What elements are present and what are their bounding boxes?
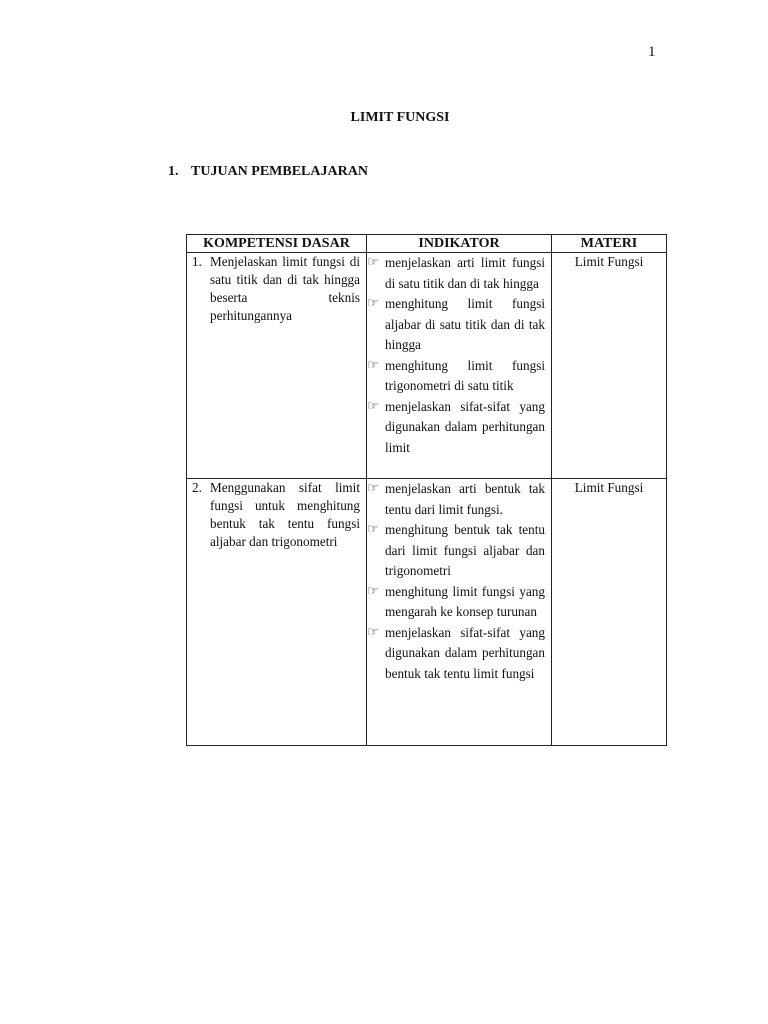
indikator-cell [367, 479, 552, 746]
materi-cell: Limit Fungsi [552, 253, 667, 479]
kompetensi-number: 1. [192, 254, 202, 269]
kompetensi-cell [187, 479, 367, 746]
indikator-cell [367, 253, 552, 479]
section-heading [168, 164, 368, 180]
kompetensi-item [192, 479, 360, 551]
pointing-hand-bullet-icon: ☞ [367, 356, 379, 372]
indikator-item [367, 253, 545, 294]
header-indikator: INDIKATOR [367, 235, 552, 253]
indikator-text: menghitung limit fungsi aljabar di satu titik dan di tak hingga [385, 296, 545, 352]
pointing-hand-bullet-icon: ☞ [367, 521, 379, 536]
indikator-text: menjelaskan sifat-sifat yang digunakan dalam perhitungan limit [385, 398, 545, 455]
indikator-item [367, 582, 545, 623]
kompetensi-text: Menggunakan sifat limit fungsi untuk menghitung bentuk tak tentu fungsi aljabar dan trigonometri [210, 480, 360, 549]
pointing-hand-bullet-icon: ☞ [367, 582, 379, 598]
kompetensi-text: Menjelaskan limit fungsi di satu titik dan di tak hingga beserta teknis perhitungannya [210, 254, 360, 323]
section-heading-text: TUJUAN PEMBELAJARAN [191, 164, 368, 179]
pointing-hand-bullet-icon: ☞ [367, 254, 379, 269]
header-materi: MATERI [552, 235, 667, 253]
indikator-text: menghitung bentuk tak tentu dari limit fungsi aljabar dan trigonometri [385, 522, 545, 578]
header-kompetensi-dasar: KOMPETENSI DASAR [187, 235, 367, 253]
section-number: 1. [168, 164, 179, 179]
page-title: LIMIT FUNGSI [350, 110, 450, 125]
table-row [187, 253, 667, 479]
page-number: 1 [648, 44, 656, 60]
pointing-hand-bullet-icon: ☞ [367, 623, 379, 639]
indikator-item [367, 520, 545, 582]
competency-table [186, 234, 667, 746]
indikator-item [367, 356, 545, 397]
table-row [187, 479, 667, 746]
indikator-item [367, 623, 545, 685]
pointing-hand-bullet-icon: ☞ [367, 295, 379, 310]
pointing-hand-bullet-icon: ☞ [367, 397, 379, 413]
kompetensi-cell [187, 253, 367, 479]
indikator-text: menghitung limit fungsi trigonometri di satu titik [385, 357, 545, 393]
materi-cell: Limit Fungsi [552, 479, 667, 746]
table-header-row [187, 235, 667, 253]
kompetensi-item [192, 253, 360, 325]
indikator-text: menjelaskan sifat-sifat yang digunakan dalam perhitungan bentuk tak tentu limit fungsi [385, 624, 545, 681]
indikator-text: menjelaskan arti limit fungsi di satu titik dan di tak hingga [385, 255, 545, 291]
indikator-text: menjelaskan arti bentuk tak tentu dari limit fungsi. [385, 481, 545, 517]
indikator-text: menghitung limit fungsi yang mengarah ke konsep turunan [385, 583, 545, 619]
indikator-item [367, 294, 545, 356]
indikator-item [367, 397, 545, 459]
indikator-item [367, 479, 545, 520]
kompetensi-number: 2. [192, 480, 202, 495]
pointing-hand-bullet-icon: ☞ [367, 480, 379, 495]
